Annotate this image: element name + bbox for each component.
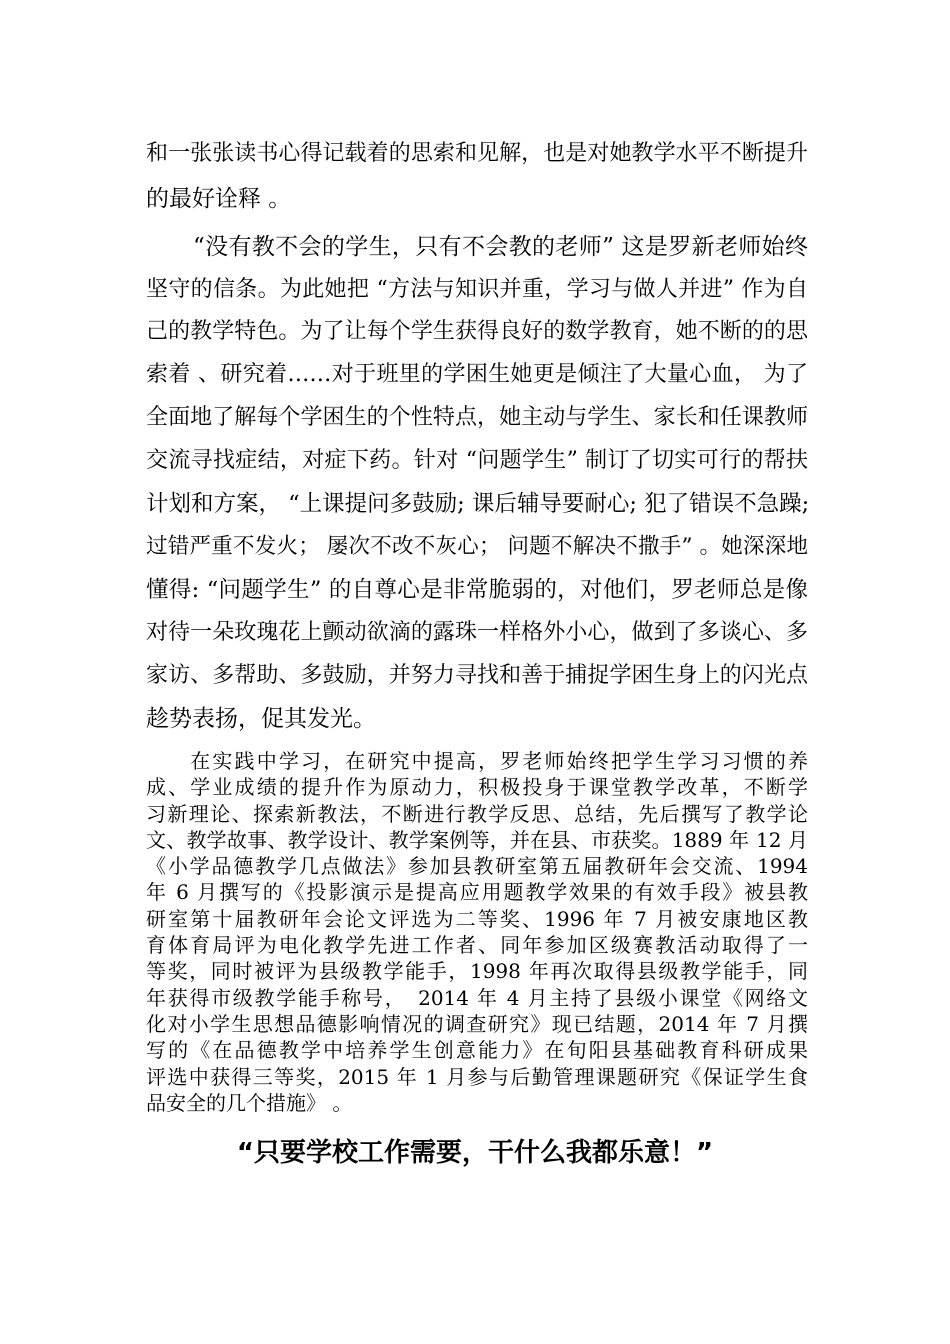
paragraph-3-line-11: 化对小学生思想品德影响情况的调查研究》现已结题，2014 年 7 月撰	[146, 1011, 808, 1036]
paragraph-3	[146, 748, 808, 1116]
paragraph-3-line-9: 等奖，同时被评为县级教学能手，1998 年再次取得县级教学能手，同	[146, 959, 808, 984]
paragraph-2-line-1: “没有教不会的学生，只有不会教的老师” 这是罗新老师始终	[193, 234, 808, 260]
paragraph-3-line-7: 研室第十届教研年会论文评选为二等奖、1996 年 7 月被安康地区教	[146, 906, 808, 931]
paragraph-2-line-12: 趁势表扬，促其发光。	[146, 706, 376, 732]
paragraph-2-line-10: 对待一朵玫瑰花上颤动欲滴的露珠一样格外小心，做到了多谈心、多	[146, 620, 808, 645]
paragraph-3-line-8: 育体育局评为电化教学先进工作者、同年参加区级赛教活动取得了一	[146, 933, 808, 958]
paragraph-3-line-1: 在实践中学习，在研究中提高，罗老师始终把学生学习习惯的养	[146, 749, 808, 773]
paragraph-3-line-3: 习新理论、探索新教法，不断进行教学反思、总结，先后撰写了教学论	[146, 801, 808, 826]
paragraph-2-line-2: 坚守的信条。为此她把 “方法与知识并重，学习与做人并进” 作为自	[146, 277, 808, 302]
paragraph-2-line-4: 索着 、研究着……对于班里的学困生她更是倾注了大量心血， 为了	[146, 362, 808, 387]
paragraph-1-line-2: 的最好诠释 。	[146, 186, 292, 212]
paragraph-2-line-8: 过错严重不发火； 屡次不改不灰心； 问题不解决不撒手” 。她深深地	[146, 534, 808, 559]
paragraph-3-line-13: 评选中获得三等奖，2015 年 1 月参与后勤管理课题研究《保证学生食	[146, 1064, 808, 1089]
paragraph-1-line-1: 和一张张读书心得记载着的思索和见解，也是对她教学水平不断提升	[146, 141, 808, 166]
paragraph-3-line-2: 成、学业成绩的提升作为原动力，积极投身于课堂教学改革，不断学	[146, 775, 808, 800]
paragraph-3-line-5: 《小学品德教学几点做法》参加县教研室第五届教研年会交流、1994	[146, 854, 808, 879]
paragraph-2-line-9: 懂得: “问题学生” 的自尊心是非常脆弱的，对他们，罗老师总是像	[146, 577, 808, 603]
paragraph-3-line-6: 年 6 月撰写的《投影演示是提高应用题教学效果的有效手段》被县教	[146, 880, 808, 905]
paragraph-3-line-4: 文、教学故事、教学设计、教学案例等，并在县、市获奖。1889 年 12 月	[146, 827, 808, 852]
paragraph-2-line-5: 全面地了解每个学困生的个性特点，她主动与学生、家长和任课教师	[146, 405, 808, 430]
paragraph-2-line-3: 己的教学特色。为了让每个学生获得良好的数学教育，她不断的的思	[146, 319, 808, 344]
paragraph-3-line-12: 写的《在品德教学中培养学生创意能力》在旬阳县基础教育科研成果	[146, 1038, 808, 1063]
paragraph-3-line-10: 年获得市级教学能手称号， 2014 年 4 月主持了县级小课堂《网络文	[146, 985, 808, 1010]
section-heading: “只要学校工作需要，干什么我都乐意！”	[236, 1138, 714, 1168]
paragraph-2-line-7: 计划和方案， “上课提问多鼓励; 课后辅导要耐心; 犯了错误不急躁;	[146, 491, 810, 517]
paragraph-2-line-6: 交流寻找症结，对症下药。针对 “问题学生” 制订了切实可行的帮扶	[146, 448, 808, 473]
paragraph-3-line-14: 品安全的几个措施》 。	[146, 1090, 353, 1115]
paragraph-2-line-11: 家访、多帮助、多鼓励，并努力寻找和善于捕捉学困生身上的闪光点	[146, 663, 808, 688]
